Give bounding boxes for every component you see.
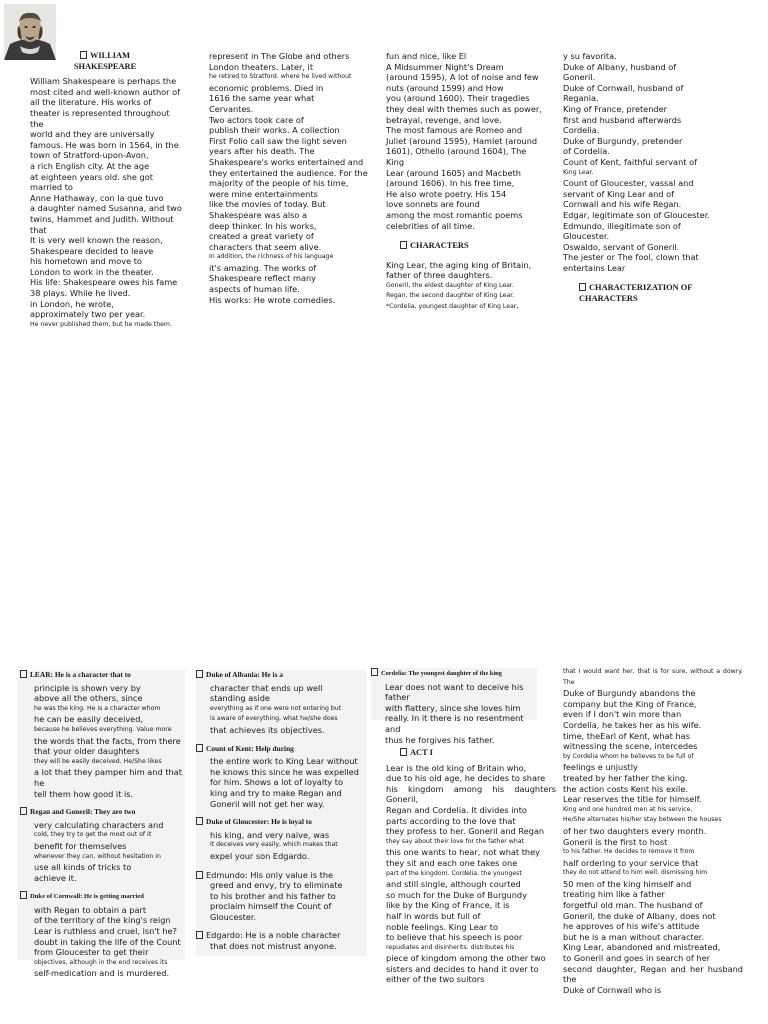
- text-line: very calculating characters and: [34, 819, 164, 830]
- text-line: standing aside: [210, 693, 270, 704]
- text-line: cold, they try to get the most out of it: [34, 831, 152, 839]
- text-line: characters that seem alive.: [209, 241, 322, 252]
- text-line: y su favorita.: [563, 51, 617, 61]
- text-line: that does not mistrust anyone.: [210, 941, 337, 952]
- bullet-icon: [20, 807, 27, 815]
- text-line: character that ends up well: [210, 682, 323, 693]
- gloucester-heading: Duke of Gloucester: He is loyal to: [196, 817, 366, 828]
- text-line: parts according to the love that: [386, 815, 516, 826]
- text-line: benefit for themselves: [34, 840, 127, 851]
- characterization-block-3: [371, 668, 537, 745]
- text-line: piece of kingdom among the other two: [386, 953, 546, 964]
- text-line: London theaters. Later, it: [209, 61, 314, 72]
- text-line: His life: Shakespeare owes his fame: [30, 277, 178, 288]
- text-line: 1616 the same year what: [209, 93, 315, 104]
- text-line: publish their works. A collection: [209, 125, 340, 136]
- section-heading-characters: [400, 241, 544, 252]
- text-line: tell them how good it is.: [34, 788, 134, 799]
- section-heading-william-shakespeare: [30, 51, 150, 72]
- text-line: second daughter, Regan and her husband the: [563, 963, 743, 985]
- text-line: company but the King of France,: [563, 698, 697, 709]
- act-one-continued-text: [563, 667, 743, 995]
- text-line: Shakespeare's works entertained and: [209, 156, 364, 167]
- text-line: everything as if one were not entering but: [210, 704, 342, 712]
- text-line: (around 1595), A lot of noise and few: [386, 72, 539, 83]
- text-line: forgetful old man. The husband of: [563, 900, 703, 911]
- text-line: for him. Shows a lot of loyalty to: [210, 777, 343, 788]
- text-line: 50 men of the king himself and: [563, 878, 692, 889]
- text-line: they do not attend to him well. dismissing him: [563, 869, 708, 877]
- text-line: his hometown and move to: [30, 256, 142, 267]
- text-line: expel your son Edgardo.: [210, 850, 310, 861]
- edmundo-heading: Edmundo: His only value is the: [196, 870, 366, 881]
- text-line: sisters and decides to hand it over to: [386, 963, 539, 974]
- text-line: his king, and very naive, was: [210, 829, 330, 840]
- text-line: Edgar, legitimate son of Gloucester.: [563, 209, 710, 220]
- text-line: Goneril.: [563, 72, 596, 83]
- text-line: aspects of human life.: [209, 284, 300, 295]
- kent-description: [196, 756, 366, 809]
- text-line: Regan and Cordelia. It divides into: [386, 804, 527, 815]
- albania-description: [196, 683, 366, 736]
- intro-column-3: [386, 51, 544, 313]
- text-line: they profess to her. Goneril and Regan: [386, 826, 545, 837]
- text-line: they entertained the audience. For the: [209, 167, 368, 178]
- text-line: he knows this since he was expelled: [210, 766, 359, 777]
- text-line: even if I don't win more than: [563, 709, 682, 720]
- bullet-icon: [20, 891, 27, 899]
- text-line: that I would want her, that is for sure, without a dowry. The: [563, 668, 743, 686]
- text-line: he retired to Stratford. where he lived without: [209, 73, 352, 81]
- text-line: Cordelia.: [563, 125, 600, 136]
- text-line: they say about their love for the father what: [386, 837, 525, 845]
- text-line: created a great variety of: [209, 231, 314, 242]
- text-line: Duke of Cornwall who is: [563, 984, 662, 995]
- text-line: thus he forgives his father.: [385, 734, 495, 745]
- text-line: a lot that they pamper him and that he: [34, 767, 182, 788]
- text-line: approximately two per year.: [30, 309, 146, 320]
- text-line: above all the others, since: [34, 693, 143, 704]
- text-line: majority of the people of his time,: [209, 178, 349, 189]
- text-line: to Goneril and goes in search of her: [563, 953, 710, 964]
- text-line: The most famous are Romeo and: [386, 125, 523, 136]
- text-line: doubt in taking the life of the Count: [34, 936, 181, 947]
- text-line: entertains Lear: [563, 262, 626, 273]
- text-line: Shakespeare decided to leave: [30, 245, 154, 256]
- text-line: Shakespeare was also a: [209, 209, 308, 220]
- text-line: it deceives very easily, which makes that: [210, 841, 338, 849]
- bullet-icon: [196, 871, 203, 879]
- text-line: economic problems. Died in: [209, 82, 324, 93]
- text-line: Juliet (around 1595), Hamlet (around: [386, 135, 538, 146]
- text-line: it's amazing. The works of: [209, 262, 317, 273]
- text-line: at eighteen years old. she got married to: [30, 171, 153, 193]
- text-line: Lear (around 1605) and Macbeth: [386, 167, 521, 178]
- act-one-section: [386, 748, 556, 985]
- intro-column-2: [209, 51, 377, 305]
- text-line: his kingdom among his daughters Goneril,: [386, 783, 556, 805]
- text-line: Cornwall and his wife Regan.: [563, 199, 682, 210]
- text-line: proclaim himself the Count of: [210, 901, 332, 912]
- text-line: in London, he wrote,: [30, 298, 114, 309]
- lear-description: [20, 683, 185, 800]
- text-line: Cervantes.: [209, 103, 254, 114]
- text-line: the entire work to King Lear without: [210, 756, 358, 767]
- heading-text: CHARACTERS: [410, 241, 469, 251]
- text-line: part of the kingdom. Cordelia, the youngest: [386, 869, 522, 877]
- edgardo-description: [196, 941, 366, 952]
- text-line: that your older daughters: [34, 746, 140, 757]
- heading-text: CHARACTERIZATION OF CHARACTERS: [579, 283, 693, 304]
- text-line: Goneril, the eldest daughter of King Lear.: [386, 281, 514, 289]
- text-line: the action costs Kent his exile.: [563, 783, 688, 794]
- text-line: he can be easily deceived,: [34, 714, 144, 725]
- text-line: 38 plays. While he lived.: [30, 288, 131, 299]
- text-line: first and husband afterwards: [563, 114, 682, 125]
- intro-column-1: [30, 51, 185, 330]
- text-line: Lear is ruthless and cruel, isn't he?: [34, 926, 177, 937]
- text-line: Regan, the second daughter of King Lear.: [386, 292, 515, 300]
- text-line: Goneril will not get her way.: [210, 798, 325, 809]
- cornwall-description: [20, 905, 185, 979]
- text-line: First Folio call saw the light seven: [209, 135, 347, 146]
- text-line: 1601), Othello (around 1604), The King: [386, 146, 527, 167]
- text-line: like the movies of today. But: [209, 199, 326, 210]
- text-line: London to work in the theater.: [30, 266, 154, 277]
- text-line: repudiates and disinherits. distributes his: [386, 943, 515, 951]
- text-line: Count of Gloucester, vassal and: [563, 178, 694, 189]
- text-line: they will be easily deceived. He/She likes: [34, 757, 162, 765]
- text-line: celebrities of all time.: [386, 220, 475, 231]
- text-line: Shakespeare reflect many: [209, 273, 316, 284]
- text-line: Goneril is the first to host: [563, 836, 668, 847]
- text-line: King and one hundred men at his service.: [563, 805, 693, 813]
- text-line: this one wants to hear, not what they: [386, 847, 541, 858]
- gloucester-description: [196, 830, 366, 862]
- text-line: of her two daughters every month.: [563, 825, 707, 836]
- text-line: by Cordelia whom he believes to be full of: [563, 752, 694, 760]
- text-line: theater is represented throughout the: [30, 107, 170, 129]
- lear-heading: LEAR: He is a character that to: [20, 670, 185, 681]
- text-line: of Cordelia.: [563, 146, 610, 157]
- text-line: they sit and each one takes one: [386, 857, 518, 868]
- text-line: King Lear, abandoned and mistreated,: [563, 942, 721, 953]
- text-line: Gloucester.: [210, 911, 257, 922]
- text-line: to his father. He decides to remove it from: [563, 848, 695, 856]
- text-line: Two actors took care of: [209, 114, 304, 125]
- text-line: noble feelings. King Lear to: [386, 921, 498, 932]
- text-line: Oswaldo, servant of Goneril.: [563, 241, 680, 252]
- text-line: Duke of Burgundy abandons the: [563, 688, 696, 699]
- text-line: Anne Hathaway, con la que tuvo: [30, 192, 164, 203]
- text-line: (around 1606). In his free time,: [386, 178, 515, 189]
- text-line: either of the two suitors: [386, 974, 485, 985]
- text-line: years after his death. The: [209, 146, 315, 157]
- text-line: Duke of Burgundy, pretender: [563, 135, 683, 146]
- kent-heading: Count of Kent: Help during: [196, 744, 366, 755]
- act-one-heading: ACT I: [386, 748, 556, 759]
- text-line: treating him like a father: [563, 889, 665, 900]
- text-line: a daughter named Susanna, and two: [30, 203, 182, 214]
- text-line: He/She alternates his/her stay between the houses: [563, 816, 722, 824]
- text-line: he approves of his wife's attitude: [563, 921, 700, 932]
- bullet-icon: [196, 670, 203, 678]
- text-line: time, theEarl of Kent, what has: [563, 730, 690, 741]
- cornwall-heading: Duke of Cornwall: He is getting married: [20, 891, 185, 903]
- text-line: father of three daughters.: [386, 270, 493, 281]
- text-line: twins, Hammet and Judith. Without that: [30, 213, 174, 235]
- text-line: servant of King Lear and of: [563, 188, 674, 199]
- text-line: He never published them, but he made them.: [30, 320, 172, 328]
- text-line: a rich English city. At the age: [30, 160, 150, 171]
- text-line: but he is a man without character.: [563, 931, 705, 942]
- text-line: Duke of Albany, husband of: [563, 61, 677, 72]
- text-line: nuts (around 1599) and How: [386, 82, 504, 93]
- albania-heading: Duke of Albania: He is a: [196, 670, 366, 681]
- text-line: most cited and well-known author of: [30, 86, 181, 97]
- bullet-icon: [400, 241, 407, 249]
- text-line: they deal with themes such as power,: [386, 103, 542, 114]
- text-line: to believe that his speech is poor: [386, 932, 523, 943]
- text-line: In addition, the richness of his language: [209, 253, 334, 261]
- text-line: so much for the Duke of Burgundy: [386, 889, 527, 900]
- act-one-text: [386, 763, 556, 985]
- bullet-icon: [371, 668, 378, 676]
- text-line: were mine entertainments: [209, 188, 318, 199]
- text-line: It is very well known the reason,: [30, 235, 163, 246]
- text-line: whenever they can, without hesitation in: [34, 852, 161, 860]
- text-line: king and try to make Regan and: [210, 787, 342, 798]
- text-line: you (around 1600). Their tragedies: [386, 93, 530, 104]
- text-line: he was the king. He is a character whom: [34, 704, 161, 712]
- text-line: to his brother and his father to: [210, 890, 336, 901]
- text-line: King of France, pretender: [563, 103, 668, 114]
- text-line: treated by her father the king.: [563, 772, 688, 783]
- text-line: Lear reserves the title for himself.: [563, 794, 702, 805]
- text-line: A Midsummer Night's Dream: [386, 61, 504, 72]
- text-line: greed and envy, try to eliminate: [210, 880, 343, 891]
- text-line: King Lear.: [563, 168, 594, 176]
- text-line: of the territory of the king's reign: [34, 915, 171, 926]
- text-line: *Cordelia, youngest daughter of King Lear,: [386, 303, 519, 311]
- edmundo-description: [196, 880, 366, 922]
- act-one-continued: [563, 667, 743, 995]
- text-line: objectives, although in the end receives its: [34, 958, 168, 966]
- bullet-icon: [400, 748, 407, 756]
- text-line: feelings e unjustly: [563, 762, 638, 773]
- text-line: fun and nice, like El: [386, 51, 467, 61]
- text-line: Count of Kent, faithful servant of: [563, 156, 697, 167]
- text-line: with flattery, since she loves him: [385, 702, 521, 713]
- text-line: Goneril, the duke of Albany, does not: [563, 910, 716, 921]
- text-line: love sonnets are found: [386, 199, 480, 210]
- text-line: William Shakespeare is perhaps the: [30, 76, 177, 87]
- text-line: Cordelia, he takes her as his wife.: [563, 719, 702, 730]
- text-line: use all kinds of tricks to: [34, 862, 132, 873]
- text-line: witnessing the scene, intercedes: [563, 741, 698, 752]
- cordelia-description: [371, 682, 537, 746]
- text-line: He also wrote poetry. His 154: [386, 188, 507, 199]
- text-line: represent in The Globe and others: [209, 51, 350, 61]
- edgardo-heading: Edgardo: He is a noble character: [196, 930, 366, 941]
- text-line: betrayal, revenge, and love.: [386, 114, 502, 125]
- text-line: and still single, although courted: [386, 879, 521, 890]
- text-line: half ordering to your service that: [563, 857, 699, 868]
- characterization-block-1: [18, 670, 185, 979]
- text-line: among the most romantic poems: [386, 209, 523, 220]
- text-line: with Regan to obtain a part: [34, 904, 147, 915]
- bullet-icon: [196, 817, 203, 825]
- text-line: is aware of everything, what he/she does: [210, 715, 338, 723]
- text-line: Regania.: [563, 93, 599, 104]
- character-list-continued: [563, 51, 723, 273]
- text-line: town of Stratford-upon-Avon,: [30, 150, 149, 161]
- text-line: Duke of Cornwall, husband of: [563, 82, 684, 93]
- text-line: achieve it.: [34, 872, 77, 883]
- bullet-icon: [579, 283, 586, 291]
- bullet-icon: [20, 670, 27, 678]
- characterization-block-2: [196, 670, 366, 956]
- text-line: King Lear, the aging king of Britain,: [386, 259, 532, 270]
- regan-goneril-heading: Regan and Goneril: They are two: [20, 807, 185, 818]
- character-list: [386, 260, 544, 313]
- intro-paragraph: [30, 76, 185, 330]
- text-line: The jester or The fool, clown that: [563, 252, 699, 263]
- text-line: the words that the facts, from there: [34, 735, 181, 746]
- heading-text: WILLIAM SHAKESPEARE: [73, 51, 137, 71]
- text-line: Lear is the old king of Britain who,: [386, 762, 527, 773]
- text-line: deep thinker. In his works,: [209, 220, 317, 231]
- text-line: Gloucester.: [563, 231, 610, 242]
- section-heading-characterization: [579, 283, 709, 304]
- text-line: that achieves its objectives.: [210, 724, 325, 735]
- text-line: world and they are universally: [30, 129, 155, 140]
- bullet-icon: [196, 744, 203, 752]
- bullet-icon: [80, 51, 87, 59]
- bullet-icon: [196, 931, 203, 939]
- text-line: really. In it there is no resentment and: [385, 713, 524, 734]
- text-line: Lear does not want to deceive his father: [385, 681, 524, 703]
- text-line: Edmundo, illegitimate son of: [563, 220, 681, 231]
- text-line: due to his old age, he decides to share: [386, 773, 546, 784]
- text-line: half in words but full of: [386, 910, 481, 921]
- regan-goneril-description: [20, 820, 185, 884]
- text-line: from Gloucester to get their: [34, 947, 149, 958]
- text-line: because he believes everything. Value more: [34, 725, 172, 733]
- intro-paragraph: [386, 51, 544, 231]
- text-line: self-medication and is murdered.: [34, 968, 170, 979]
- text-line: like by the King of France, it is: [386, 900, 510, 911]
- intro-paragraph: [209, 51, 377, 305]
- text-line: principle is shown very by: [34, 682, 141, 693]
- text-line: famous. He was born in 1564, in the: [30, 139, 179, 150]
- text-line: all the literature. His works of: [30, 97, 152, 108]
- cordelia-heading: Cordelia: The youngest daughter of the king: [371, 668, 537, 680]
- intro-column-4: [563, 51, 723, 305]
- text-line: His works: He wrote comedies.: [209, 294, 336, 305]
